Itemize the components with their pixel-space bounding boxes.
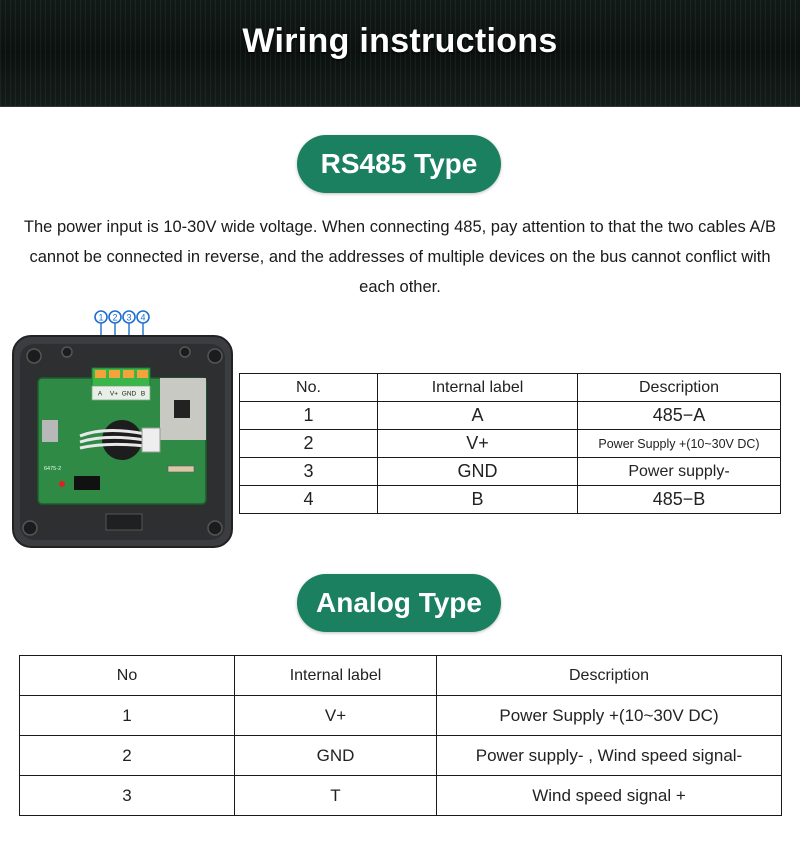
analog-wiring-table xyxy=(19,655,782,816)
board-code: 6475-2 xyxy=(44,466,62,472)
pin-number-3: 3 xyxy=(126,312,132,323)
connector xyxy=(142,428,160,452)
row-no: 2 xyxy=(20,736,235,776)
column-header-description: Description xyxy=(578,374,781,402)
table-row xyxy=(240,402,781,430)
row-description: Power supply- xyxy=(578,458,781,486)
column-header-no: No. xyxy=(240,374,378,402)
row-label: B xyxy=(378,486,578,514)
header-banner xyxy=(0,0,800,107)
rs485-type-badge: RS485 Type xyxy=(297,135,501,193)
row-label: A xyxy=(378,402,578,430)
row-no: 4 xyxy=(240,486,378,514)
row-no: 2 xyxy=(240,430,378,458)
table-row xyxy=(240,486,781,514)
row-no: 1 xyxy=(20,696,235,736)
rs485-wiring-table xyxy=(239,373,781,514)
terminal-label-b: B xyxy=(140,390,146,398)
row-description: Power supply- , Wind speed signal- xyxy=(437,736,782,776)
cable-gland xyxy=(106,514,142,530)
table-row xyxy=(20,736,782,776)
pin-number-markers xyxy=(95,311,149,323)
row-description: Power Supply +(10~30V DC) xyxy=(437,696,782,736)
row-description: Power Supply +(10~30V DC) xyxy=(578,430,781,458)
row-label: V+ xyxy=(235,696,437,736)
terminal-label-a: A xyxy=(97,390,103,398)
device-wiring-photo xyxy=(10,308,236,550)
column-header-internal-label: Internal label xyxy=(235,656,437,696)
column-header-internal-label: Internal label xyxy=(378,374,578,402)
resistor xyxy=(168,466,194,472)
pin-number-4: 4 xyxy=(140,312,146,323)
terminal-label-vplus: V+ xyxy=(109,390,119,398)
row-label: T xyxy=(235,776,437,816)
switch-component xyxy=(174,400,190,418)
column-header-no: No xyxy=(20,656,235,696)
row-label: GND xyxy=(378,458,578,486)
row-label: GND xyxy=(235,736,437,776)
pin-number-1: 1 xyxy=(98,312,104,323)
row-no: 3 xyxy=(20,776,235,816)
table-header-row xyxy=(240,374,781,402)
row-no: 1 xyxy=(240,402,378,430)
terminal-label-gnd: GND xyxy=(121,390,137,398)
table-header-row xyxy=(20,656,782,696)
analog-type-badge: Analog Type xyxy=(297,574,501,632)
table-row xyxy=(20,696,782,736)
row-no: 3 xyxy=(240,458,378,486)
row-description: 485−B xyxy=(578,486,781,514)
table-row xyxy=(20,776,782,816)
row-label: V+ xyxy=(378,430,578,458)
status-led xyxy=(59,481,65,487)
table-row xyxy=(240,430,781,458)
pin-number-2: 2 xyxy=(112,312,118,323)
wiring-description: The power input is 10-30V wide voltage. When connecting 485, pay attention to that the two cables A/B cannot be connected in reverse, and the addresses of multiple devices on the bus cannot conflict with each other. xyxy=(23,218,777,296)
table-row xyxy=(240,458,781,486)
column-header-description: Description xyxy=(437,656,782,696)
chip xyxy=(74,476,100,490)
row-description: 485−A xyxy=(578,402,781,430)
metal-plate xyxy=(42,420,58,442)
row-description: Wind speed signal + xyxy=(437,776,782,816)
page-title: Wiring instructions xyxy=(242,22,558,60)
